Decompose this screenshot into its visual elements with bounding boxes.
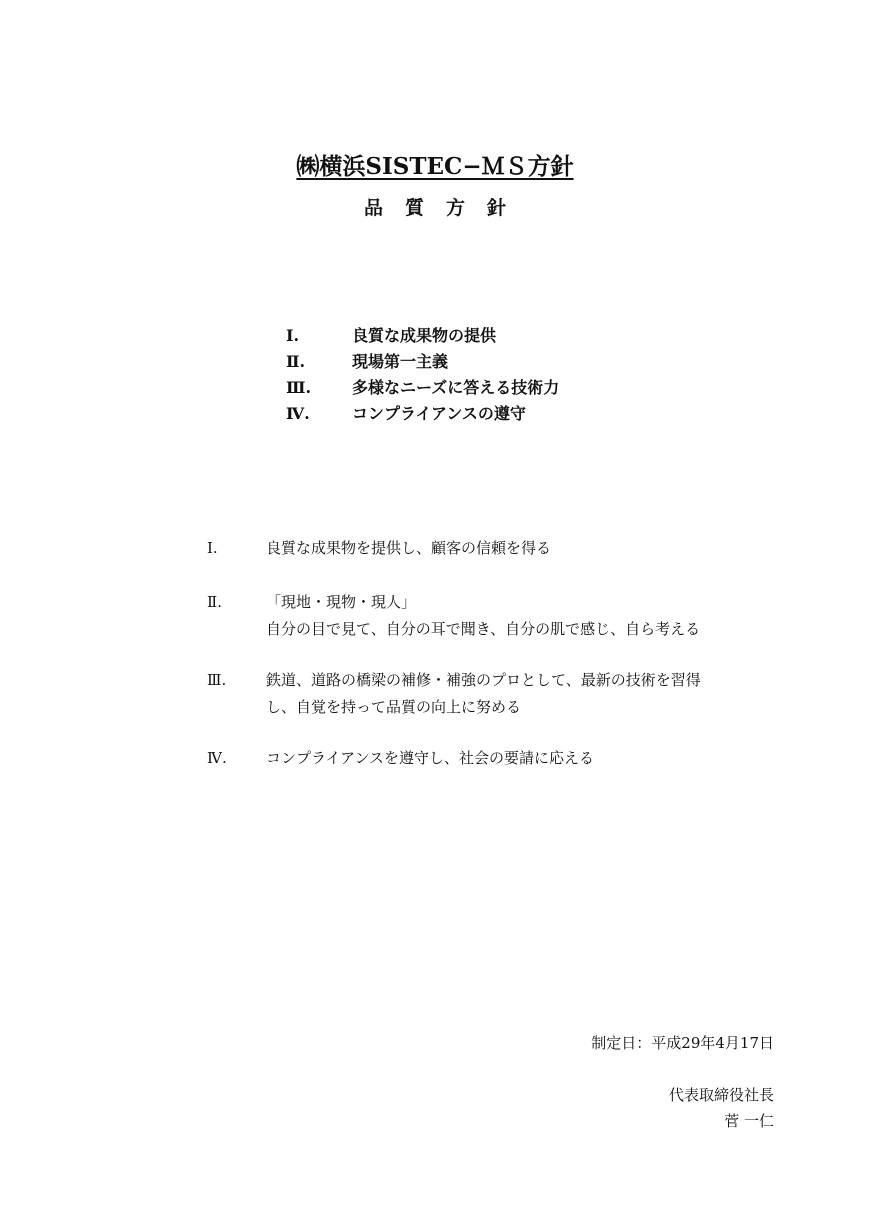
detail-item-number: Ⅱ.: [207, 593, 222, 611]
summary-item: [286, 349, 706, 375]
summary-item-number: Ⅲ.: [286, 378, 312, 397]
established-date: 制定日：平成29年4月17日: [591, 1034, 774, 1052]
detail-item-line: し、自覚を持って品質の向上に努める: [266, 698, 522, 716]
detail-item-line: コンプライアンスを遵守し、社会の要請に応える: [266, 749, 595, 767]
detail-item-body: [266, 589, 767, 643]
detail-item: [207, 745, 767, 772]
policy-summary-list: [286, 323, 706, 427]
detail-item-line: 「現地・現物・現人」: [266, 593, 417, 611]
detail-item: [207, 589, 767, 643]
summary-item-number: Ⅳ.: [286, 404, 310, 423]
detail-item-number: Ⅰ.: [207, 539, 218, 557]
summary-item: [286, 323, 706, 349]
policy-detail-list: [207, 535, 767, 772]
detail-item-number: Ⅳ.: [207, 749, 227, 767]
detail-item-body: [266, 535, 767, 562]
detail-item-line: 鉄道、道路の橋梁の補修・補強のプロとして、最新の技術を習得: [266, 671, 701, 689]
detail-item-number: Ⅲ.: [207, 671, 227, 689]
document-subtitle: 品質方針: [363, 197, 528, 219]
detail-item: [207, 667, 767, 721]
signatory-name: 菅 一仁: [724, 1112, 774, 1130]
detail-item-body: [266, 745, 767, 772]
summary-item-text: 多様なニーズに答える技術力: [352, 378, 560, 397]
signatory-role: 代表取締役社長: [668, 1086, 774, 1104]
summary-item: [286, 401, 706, 427]
detail-item-line: 良質な成果物を提供し、顧客の信頼を得る: [266, 539, 552, 557]
summary-item-number: Ⅱ.: [286, 352, 306, 371]
document-title-text: ㈱横浜SISTEC−ＭＳ方針: [296, 153, 574, 180]
detail-item-body: [266, 667, 767, 721]
summary-item-text: 現場第一主義: [352, 352, 449, 371]
summary-item-text: コンプライアンスの遵守: [352, 404, 526, 423]
detail-item: [207, 535, 767, 562]
summary-item: [286, 375, 706, 401]
detail-item-line: 自分の目で見て、自分の耳で聞き、自分の肌で感じ、自ら考える: [266, 620, 701, 638]
summary-item-text: 良質な成果物の提供: [352, 326, 497, 345]
summary-item-number: Ⅰ.: [286, 326, 300, 345]
document-title: [0, 150, 870, 184]
